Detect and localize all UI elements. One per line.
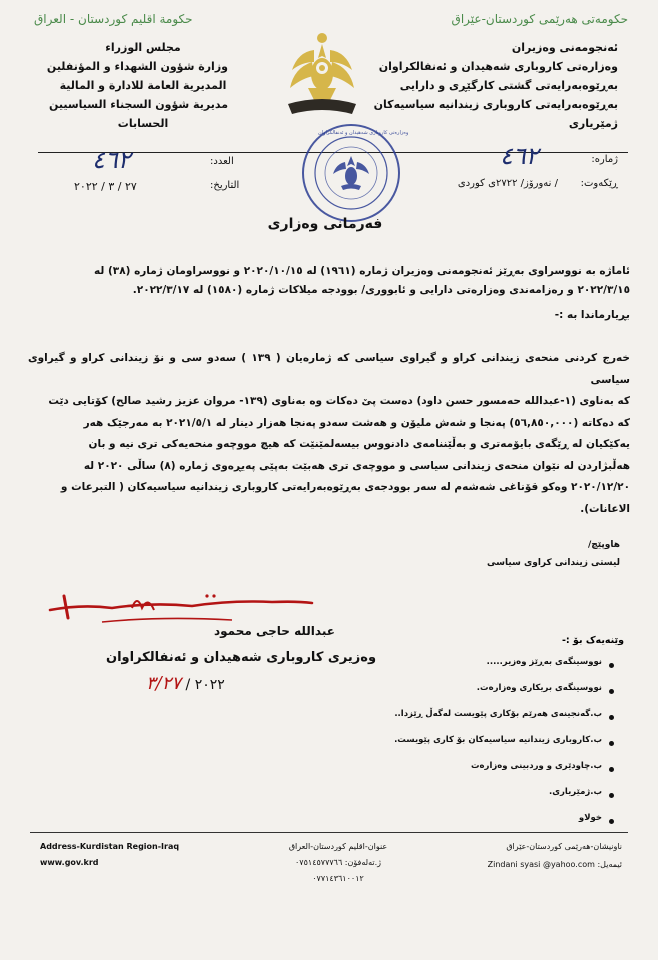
decision-line: ٢٠٢٠/١٢/٢٠ وەکو قۆناغی شەشەم لە سەر بوودجەی بەڕێوەبەرایەتی کاروباری زیندانیە سیاسیەکان ( التبرعات و [60, 481, 630, 493]
distribution-item: ب.کاروباری زیندانیە سیاسیەکان بۆ کاری پێویست. [394, 735, 602, 745]
footer-website: www.gov.krd [40, 858, 99, 867]
decision-line: خەرج کردنی منحەی زیندانی کراو و گیراوی سیاسی کە ژمارەیان ( ١٣٩ ) سەدو سی و نۆ زیندانی کراو و گیراوی سیاسی [28, 352, 630, 386]
header-right-block [374, 38, 618, 133]
bullet-icon [609, 767, 614, 772]
date-value-left: ٢٧ / ٣ / ٢٠٢٢ [74, 180, 137, 193]
header-region-right: حکومەتی هەرێمی کوردستان-عێراق [451, 12, 628, 26]
signature-date [146, 673, 225, 694]
distribution-item: نووسینگەی بریکاری وەزارەت. [476, 683, 602, 693]
header-right-line: بەڕێوەبەرایەتی گشتی کارگێڕی و دارایی [399, 79, 618, 92]
intro-line: بڕیارماندا بە :- [554, 309, 630, 321]
header-left-line: مديرية شؤون السجناء السياسيين [48, 98, 228, 111]
header-right-line: بەڕێوەبەرایەتی کاروباری زیندانیە سیاسیەکان [373, 98, 618, 111]
bullet-icon [609, 689, 614, 694]
intro-line: ٢٠٢٢/٣/١٥ و رەزامەندی وەزارەتی دارایی و ئابووری/ بوودجە میلاکات ژمارە (١٥٨٠) لە ٢٠٢٢/٣/١٧. [132, 284, 630, 296]
footer-phone-2: ٠٧٧١٤٣٦١٠٠١٢ [312, 874, 364, 883]
kurdistan-emblem-icon [278, 28, 366, 120]
number-value-left: ٤٦٢ [92, 146, 131, 174]
header-left-block [46, 38, 228, 133]
distribution-item: ب.چاودێری و وردبینی وەزارەت [471, 761, 602, 771]
decision-line: هەڵبژاردن لە نێوان منحەی زیندانی سیاسی و مووچەی تری هەبێت بەپێی پەیڕەوی ژمارە (٨) ساڵی ٢٠٢٠ لە [83, 459, 630, 472]
distribution-item: ب.ژمێریاری. [549, 787, 602, 797]
footer-address-kurdish: ناونیشان-هەرێمی کوردستان-عێراق [506, 842, 622, 851]
ministry-stamp [300, 122, 402, 224]
signatory-title: وەزیری کاروباری شەهیدان و ئەنفالکراوان [106, 650, 377, 665]
distribution-item: خولاو [578, 813, 602, 823]
distribution-item: نووسینگەی بەڕێز وەزیر..... [486, 657, 602, 667]
stamp-text: وەزارەتی کاروباری شەهیدان و ئەنفالکراوان [318, 130, 409, 136]
footer-divider [30, 832, 628, 833]
attachments-label: هاوپێچ/ [587, 540, 620, 550]
intro-line: ئاماژە بە نووسراوی بەڕێز ئەنجومەنی وەزیران ژمارە (١٩٦١) لە ٢٠٢٠/١٠/١٥ و نووسراومان ژمارە (٣٨) لە [94, 265, 630, 277]
number-value-right: ٤٦٢ [500, 142, 539, 170]
signature-date-year: ٢٠٢٢ / [185, 677, 225, 693]
footer-address-arabic: عنوان-اقليم كوردستان-العراق [288, 842, 388, 851]
date-label-left: التاريخ: [210, 180, 240, 191]
header-right-line: ئەنجومەنی وەزیران [511, 41, 618, 54]
header-left-line: الحسابات [117, 117, 169, 130]
header-left-line: وزارة شؤون الشهداء و المؤنفلين [46, 60, 228, 73]
number-label-left: العدد: [210, 156, 234, 167]
document-title: فەرمانی وەزاری [267, 216, 383, 232]
attachments-item: لیستی زیندانی کراوی سیاسی [486, 558, 620, 568]
distribution-title: وێنەیەک بۆ :- [561, 635, 624, 646]
number-label-right: ژمارە: [591, 154, 618, 165]
signatory-name: عبدالله حاجی محمود [214, 624, 335, 638]
header-left-line: المديرية العامة للادارة و المالية [59, 79, 227, 92]
header-region-left: حكومة اقليم كوردستان - العراق [34, 12, 193, 26]
header-left-line: مجلس الوزراء [105, 41, 181, 54]
footer-email: ئیمەیل: Zindani syasi @yahoo.com [487, 860, 622, 869]
bullet-icon [609, 793, 614, 798]
signature-date-handwritten: ٣/٢٧ [146, 673, 182, 694]
decision-paragraph [28, 348, 630, 520]
footer-phone: ژ.تەلەفۆن: ٠٧٥١٤٥٧٧٧٦٦ [295, 858, 381, 867]
bullet-icon [609, 663, 614, 668]
decision-line: الاعانات). [580, 502, 630, 515]
bullet-icon [609, 741, 614, 746]
decision-line: کە دەکاتە (٥٦,٨٥٠,٠٠٠) پەنجا و شەش ملیۆن و هەشت سەدو پەنجا هەزار دینار لە ٢٠٢١/٥/١ بە مەرجێک هەر [83, 416, 630, 429]
distribution-item: ب.گەنجینەی هەرێم بۆکاری پێویست لەگەڵ ڕێزدا.. [394, 709, 602, 719]
header-right-line: وەزارەتی کاروباری شەهیدان و ئەنفالکراوان [378, 60, 618, 73]
bullet-icon [609, 819, 614, 824]
intro-paragraph [28, 262, 630, 325]
header-right-line: ژمێریاری [568, 117, 618, 130]
decision-line: یەکێکیان لە ڕێگەی بایۆمەتری و بەڵێننامەی دادنووس بیسەلمێنێت کە هیچ مووچەو منحەیەکی تری نیە و بان [88, 438, 630, 450]
date-value-right: / نەورۆز/ ٢٧٢٢ی کوردی [457, 178, 558, 189]
decision-line: کە بەناوی (١-عبدالله حەمسور حسن داود) دەست پێ دەکات وە بەناوی (١٣٩- مروان عزیز رشید صالح) کۆتایی دێت [48, 395, 630, 407]
date-label-right: ڕێکەوت: [580, 178, 618, 189]
footer-address-english: Address-Kurdistan Region-Iraq [40, 842, 180, 851]
bullet-icon [609, 715, 614, 720]
